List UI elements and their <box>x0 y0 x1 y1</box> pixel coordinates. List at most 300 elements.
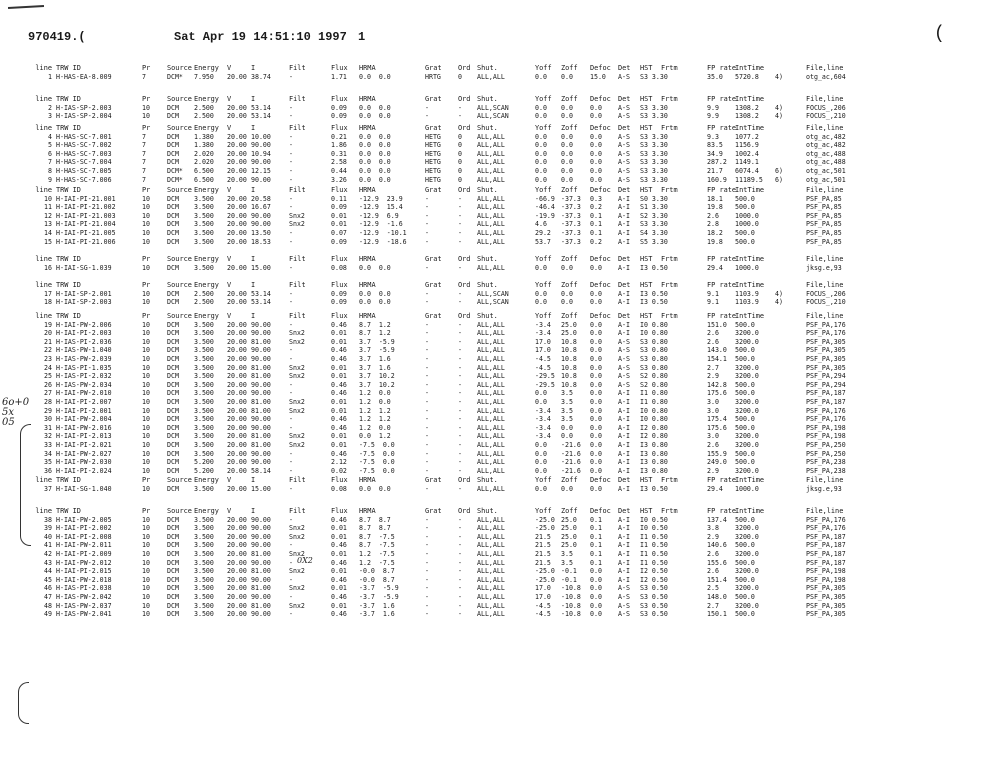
cell-order: - <box>458 237 462 246</box>
cell-hrma: 0.0 0.0 <box>359 149 391 158</box>
cell-detector: A-S <box>618 112 630 121</box>
cell-current: 90.00 <box>251 389 271 398</box>
cell-priority: 10 <box>142 389 150 398</box>
cell-filter: - <box>289 389 293 398</box>
cell-hst: S3 3.30 <box>640 175 668 184</box>
table-row <box>0 364 990 373</box>
cell-current: 15.00 <box>251 263 271 272</box>
cell-y-offset: -19.9 <box>535 211 555 220</box>
column-header: Frtm <box>661 476 678 484</box>
cell-flux: 0.01 <box>331 440 347 449</box>
column-header: Ord <box>458 281 471 289</box>
cell-flux: 0.46 <box>331 515 347 524</box>
cell-hrma: 1.2 0.0 <box>359 397 391 406</box>
cell-fp-rate: 175.6 <box>707 389 727 398</box>
cell-source: DCM <box>167 320 179 329</box>
cell-detector: A-S <box>618 149 630 158</box>
cell-file-line: PSF_PA,187 <box>806 532 846 541</box>
column-header: Shut. <box>477 281 498 289</box>
cell-energy: 2.500 <box>194 112 214 121</box>
cell-order: 0 <box>458 132 462 141</box>
cell-filter: - <box>289 72 293 81</box>
cell-z-offset: 3.5 <box>561 549 573 558</box>
cell-voltage: 20.00 <box>227 610 247 619</box>
cell-shutter: ALL,ALL <box>477 337 505 346</box>
cell-z-offset: 3.5 <box>561 397 573 406</box>
cell-order: - <box>458 103 462 112</box>
cell-line-number: 11 <box>44 203 52 212</box>
column-header: Frtm <box>661 95 678 103</box>
cell-voltage: 20.00 <box>227 415 247 424</box>
cell-filter: Snx2 <box>289 337 305 346</box>
column-header: IntTime <box>735 281 765 289</box>
page-number: 1 <box>358 30 366 44</box>
cell-y-offset: 0.0 <box>535 440 547 449</box>
table-row <box>0 176 990 185</box>
cell-y-offset: 17.0 <box>535 584 551 593</box>
table-row <box>0 533 990 542</box>
cell-hst: I0 0.80 <box>640 329 668 338</box>
cell-file-line: PSF_PA,238 <box>806 458 846 467</box>
table-row <box>0 133 990 142</box>
cell-flux: 0.46 <box>331 558 347 567</box>
column-header: Defoc <box>590 124 611 132</box>
cell-current: 81.00 <box>251 440 271 449</box>
cell-line-number: 29 <box>44 406 52 415</box>
table-row <box>0 559 990 568</box>
cell-grating: HETG <box>425 175 441 184</box>
column-header: Pr <box>142 255 151 263</box>
cell-defocus: 0.0 <box>590 575 602 584</box>
cell-z-offset: 3.5 <box>561 389 573 398</box>
cell-filter: - <box>289 132 293 141</box>
cell-source: DCM <box>167 484 179 493</box>
column-header: Flux <box>331 95 348 103</box>
corner-pen-mark <box>8 5 44 9</box>
cell-flux: 0.46 <box>331 380 347 389</box>
cell-y-offset: 0.0 <box>535 132 547 141</box>
column-header: Zoff <box>561 64 578 72</box>
cell-fp-rate: 34.9 <box>707 149 723 158</box>
cell-line-number: 2 <box>48 103 52 112</box>
cell-detector: A-S <box>618 592 630 601</box>
column-header: HRMA <box>359 95 376 103</box>
cell-shutter: ALL,ALL <box>477 228 505 237</box>
cell-source: DCM <box>167 298 179 307</box>
table-row <box>0 593 990 602</box>
cell-z-offset: 0.0 <box>561 141 573 150</box>
cell-line-number: 25 <box>44 372 52 381</box>
cell-file-line: PSF_PA,187 <box>806 389 846 398</box>
cell-energy: 3.500 <box>194 432 214 441</box>
cell-energy: 1.380 <box>194 141 214 150</box>
cell-fp-rate: 18.1 <box>707 194 723 203</box>
cell-priority: 7 <box>142 72 146 81</box>
cell-fp-rate: 83.5 <box>707 141 723 150</box>
column-header: Ord <box>458 312 471 320</box>
cell-line-number: 31 <box>44 423 52 432</box>
cell-energy: 3.500 <box>194 415 214 424</box>
column-header: Flux <box>331 312 348 320</box>
cell-order: - <box>458 567 462 576</box>
cell-filter: - <box>289 103 293 112</box>
cell-current: 20.58 <box>251 194 271 203</box>
cell-grating: - <box>425 203 429 212</box>
column-header: Ord <box>458 507 471 515</box>
cell-shutter: ALL,SCAN <box>477 289 509 298</box>
cell-source: DCM <box>167 575 179 584</box>
column-header: Defoc <box>590 281 611 289</box>
cell-priority: 10 <box>142 298 150 307</box>
cell-line-number: 26 <box>44 380 52 389</box>
cell-z-offset: -0.1 <box>561 567 577 576</box>
cell-source: DCM <box>167 363 179 372</box>
cell-hst: S3 0.80 <box>640 363 668 372</box>
cell-filter: - <box>289 541 293 550</box>
cell-energy: 3.500 <box>194 380 214 389</box>
cell-file-line: PSF_PA,305 <box>806 584 846 593</box>
cell-file-line: PSF_PA,85 <box>806 237 842 246</box>
table-row <box>0 424 990 433</box>
column-header: FP rate <box>707 281 737 289</box>
cell-current: 53.14 <box>251 112 271 121</box>
cell-hst: I0 0.50 <box>640 524 668 533</box>
cell-y-offset: -4.5 <box>535 354 551 363</box>
cell-defocus: 0.0 <box>590 337 602 346</box>
cell-file-line: jksg.e,93 <box>806 263 842 272</box>
cell-hrma: 8.7 1.2 <box>359 320 391 329</box>
cell-defocus: 0.0 <box>590 141 602 150</box>
cell-trw-id: H-IAI-PI-21.006 <box>56 237 116 246</box>
print-timestamp: Sat Apr 19 14:51:10 1997 <box>174 30 347 44</box>
cell-source: DCM <box>167 592 179 601</box>
cell-flux: 1.86 <box>331 141 347 150</box>
cell-trw-id: H-IAI-PW-2.012 <box>56 558 112 567</box>
cell-hst: S3 3.30 <box>640 103 668 112</box>
column-header: Frtm <box>661 312 678 320</box>
cell-current: 81.00 <box>251 601 271 610</box>
column-header: Flux <box>331 255 348 263</box>
cell-defocus: 0.0 <box>590 346 602 355</box>
cell-fp-rate: 154.1 <box>707 354 727 363</box>
cell-grating: - <box>425 103 429 112</box>
cell-voltage: 20.00 <box>227 389 247 398</box>
cell-line-number: 17 <box>44 289 52 298</box>
cell-fp-rate: 140.6 <box>707 541 727 550</box>
column-header: I <box>251 281 256 289</box>
cell-defocus: 0.0 <box>590 329 602 338</box>
table-row <box>0 372 990 381</box>
cell-voltage: 20.00 <box>227 541 247 550</box>
cell-current: 81.00 <box>251 549 271 558</box>
cell-priority: 10 <box>142 449 150 458</box>
cell-trw-id: H-IAI-PW-2.016 <box>56 423 112 432</box>
cell-current: 90.00 <box>251 558 271 567</box>
column-header: line <box>35 255 52 263</box>
cell-detector: A-I <box>618 406 630 415</box>
cell-fp-rate: 2.6 <box>707 329 719 338</box>
column-header: Yoff <box>535 186 552 194</box>
cell-defocus: 0.0 <box>590 289 602 298</box>
cell-voltage: 20.00 <box>227 72 247 81</box>
cell-hrma: 0.0 0.0 <box>359 103 391 112</box>
cell-shutter: ALL,ALL <box>477 175 505 184</box>
cell-energy: 3.500 <box>194 346 214 355</box>
cell-order: - <box>458 440 462 449</box>
cell-voltage: 20.00 <box>227 263 247 272</box>
cell-filter: - <box>289 449 293 458</box>
cell-z-offset: 0.0 <box>561 103 573 112</box>
column-header: File,line <box>806 476 844 484</box>
cell-energy: 3.500 <box>194 532 214 541</box>
cell-detector: A-I <box>618 220 630 229</box>
cell-current: 90.00 <box>251 415 271 424</box>
cell-filter: - <box>289 149 293 158</box>
cell-grating: - <box>425 112 429 121</box>
handwritten-left-notes <box>2 398 29 428</box>
cell-detector: A-I <box>618 484 630 493</box>
cell-defocus: 0.1 <box>590 549 602 558</box>
cell-int-time: 500.0 <box>735 194 755 203</box>
cell-priority: 10 <box>142 466 150 475</box>
cell-int-time: 500.0 <box>735 423 755 432</box>
cell-order: - <box>458 372 462 381</box>
column-header: Pr <box>142 281 151 289</box>
cell-y-offset: -3.4 <box>535 415 551 424</box>
column-header: Grat <box>425 312 442 320</box>
cell-int-time: 3200.0 <box>735 466 759 475</box>
cell-filter: - <box>289 194 293 203</box>
cell-int-time: 3200.0 <box>735 584 759 593</box>
cell-voltage: 20.00 <box>227 237 247 246</box>
column-header: Yoff <box>535 64 552 72</box>
cell-line-number: 27 <box>44 389 52 398</box>
cell-voltage: 20.00 <box>227 592 247 601</box>
cell-order: - <box>458 610 462 619</box>
cell-z-offset: 25.0 <box>561 541 577 550</box>
cell-z-offset: 0.0 <box>561 263 573 272</box>
table-row <box>0 602 990 611</box>
column-header: TRW ID <box>56 281 81 289</box>
cell-int-time: 3200.0 <box>735 549 759 558</box>
cell-file-line: FOCUS_,206 <box>806 103 846 112</box>
cell-hst: S2 0.80 <box>640 372 668 381</box>
cell-flux: 0.46 <box>331 415 347 424</box>
cell-file-line: FOCUS_,206 <box>806 289 846 298</box>
column-header: Pr <box>142 476 151 484</box>
cell-hrma: -7.5 0.0 <box>359 466 395 475</box>
handwritten-bracket <box>20 424 31 546</box>
cell-flux: 0.09 <box>331 103 347 112</box>
cell-line-number: 9 <box>48 175 52 184</box>
cell-file-line: PSF_PA,250 <box>806 440 846 449</box>
cell-shutter: ALL,ALL <box>477 363 505 372</box>
cell-defocus: 0.2 <box>590 203 602 212</box>
cell-defocus: 0.0 <box>590 449 602 458</box>
cell-defocus: 0.0 <box>590 175 602 184</box>
column-header: Shut. <box>477 255 498 263</box>
table-row <box>0 415 990 424</box>
cell-detector: A-I <box>618 397 630 406</box>
cell-priority: 10 <box>142 337 150 346</box>
cell-y-offset: 0.0 <box>535 397 547 406</box>
cell-flux: 0.01 <box>331 549 347 558</box>
cell-line-number: 32 <box>44 432 52 441</box>
column-header: Defoc <box>590 255 611 263</box>
cell-source: DCM <box>167 346 179 355</box>
cell-shutter: ALL,ALL <box>477 354 505 363</box>
cell-shutter: ALL,ALL <box>477 72 505 81</box>
cell-grating: - <box>425 320 429 329</box>
column-header: HRMA <box>359 476 376 484</box>
cell-file-line: otg_ac,501 <box>806 166 846 175</box>
cell-fp-rate: 3.0 <box>707 406 719 415</box>
cell-line-number: 41 <box>44 541 52 550</box>
cell-flux: 0.01 <box>331 211 347 220</box>
cell-int-time: 1000.0 <box>735 220 759 229</box>
cell-grating: - <box>425 220 429 229</box>
cell-grating: - <box>425 228 429 237</box>
cell-fp-rate: 2.6 <box>707 549 719 558</box>
column-header: FP rate <box>707 476 737 484</box>
cell-detector: A-I <box>618 458 630 467</box>
cell-z-offset: -37.3 <box>561 194 581 203</box>
cell-int-time: 500.0 <box>735 515 755 524</box>
table-row <box>0 346 990 355</box>
cell-int-time: 3200.0 <box>735 567 759 576</box>
cell-grating: - <box>425 484 429 493</box>
column-header: Pr <box>142 95 151 103</box>
cell-line-number: 8 <box>48 166 52 175</box>
cell-z-offset: 0.0 <box>561 484 573 493</box>
column-header: Yoff <box>535 476 552 484</box>
cell-grating: HETG <box>425 158 441 167</box>
cell-y-offset: 29.2 <box>535 228 551 237</box>
cell-z-offset: 3.5 <box>561 406 573 415</box>
cell-detector: A-S <box>618 372 630 381</box>
cell-energy: 3.500 <box>194 372 214 381</box>
column-header: I <box>251 312 256 320</box>
cell-defocus: 0.0 <box>590 610 602 619</box>
cell-order: 0 <box>458 72 462 81</box>
cell-priority: 10 <box>142 515 150 524</box>
cell-source: DCM <box>167 211 179 220</box>
cell-int-time: 1308.2 <box>735 112 759 121</box>
cell-current: 53.14 <box>251 298 271 307</box>
cell-voltage: 20.00 <box>227 194 247 203</box>
column-header: HST <box>640 186 653 194</box>
cell-hrma: -3.7 1.6 <box>359 610 395 619</box>
cell-flux: 1.71 <box>331 72 347 81</box>
column-header: Shut. <box>477 476 498 484</box>
cell-hst: I2 0.80 <box>640 432 668 441</box>
column-header: HST <box>640 255 653 263</box>
cell-voltage: 20.00 <box>227 320 247 329</box>
cell-hrma: 1.2 -7.5 <box>359 558 395 567</box>
cell-energy: 3.500 <box>194 237 214 246</box>
cell-current: 90.00 <box>251 449 271 458</box>
cell-defocus: 0.0 <box>590 415 602 424</box>
cell-int-time: 3200.0 <box>735 532 759 541</box>
cell-priority: 7 <box>142 149 146 158</box>
cell-energy: 2.500 <box>194 289 214 298</box>
column-header: Zoff <box>561 476 578 484</box>
cell-defocus: 0.0 <box>590 432 602 441</box>
cell-defocus: 0.0 <box>590 592 602 601</box>
cell-file-line: PSF_PA,305 <box>806 601 846 610</box>
cell-order: - <box>458 558 462 567</box>
cell-shutter: ALL,ALL <box>477 466 505 475</box>
cell-fp-rate: 9.3 <box>707 132 719 141</box>
cell-filter: - <box>289 346 293 355</box>
column-header: HRMA <box>359 124 376 132</box>
cell-fp-rate: 2.7 <box>707 363 719 372</box>
cell-order: - <box>458 337 462 346</box>
cell-priority: 7 <box>142 132 146 141</box>
cell-trw-id: H-IAI-SG-1.039 <box>56 263 112 272</box>
cell-energy: 5.200 <box>194 458 214 467</box>
cell-hst: I0 0.50 <box>640 515 668 524</box>
cell-y-offset: 21.5 <box>535 532 551 541</box>
cell-trw-id: H-IAI-PW-2.030 <box>56 458 112 467</box>
cell-hrma: 3.7 10.2 <box>359 372 395 381</box>
cell-defocus: 0.1 <box>590 541 602 550</box>
cell-hst: S3 0.50 <box>640 610 668 619</box>
cell-z-offset: -21.6 <box>561 440 581 449</box>
cell-fp-rate: 35.0 <box>707 72 723 81</box>
cell-int-time: 5720.8 <box>735 72 759 81</box>
cell-trw-id: H-IAI-PI-21.004 <box>56 220 116 229</box>
cell-voltage: 20.00 <box>227 354 247 363</box>
cell-hrma: 8.7 1.2 <box>359 329 391 338</box>
cell-hst: I0 0.80 <box>640 415 668 424</box>
cell-current: 81.00 <box>251 567 271 576</box>
cell-defocus: 15.0 <box>590 72 606 81</box>
table-row <box>0 441 990 450</box>
cell-detector: A-I <box>618 194 630 203</box>
cell-detector: A-I <box>618 524 630 533</box>
cell-current: 81.00 <box>251 363 271 372</box>
cell-voltage: 20.00 <box>227 532 247 541</box>
column-header: Source <box>167 186 192 194</box>
cell-z-offset: -10.8 <box>561 601 581 610</box>
cell-hrma: 3.7 -5.9 <box>359 337 395 346</box>
cell-defocus: 0.0 <box>590 440 602 449</box>
cell-fp-rate: 3.8 <box>707 524 719 533</box>
cell-energy: 3.500 <box>194 194 214 203</box>
cell-hrma: 0.0 0.0 <box>359 263 391 272</box>
cell-y-offset: -25.0 <box>535 567 555 576</box>
table-block <box>0 186 990 246</box>
cell-grating: HETG <box>425 166 441 175</box>
column-header: HST <box>640 507 653 515</box>
cell-fp-rate: 175.4 <box>707 415 727 424</box>
column-header: Flux <box>331 186 348 194</box>
cell-line-number: 22 <box>44 346 52 355</box>
cell-voltage: 20.00 <box>227 220 247 229</box>
cell-fp-rate: 175.6 <box>707 423 727 432</box>
cell-voltage: 20.00 <box>227 346 247 355</box>
cell-shutter: ALL,ALL <box>477 515 505 524</box>
cell-trw-id: H-IAS-PW-2.037 <box>56 601 112 610</box>
cell-priority: 10 <box>142 372 150 381</box>
cell-y-offset: 17.0 <box>535 346 551 355</box>
cell-defocus: 0.1 <box>590 558 602 567</box>
cell-fp-rate: 160.9 <box>707 175 727 184</box>
cell-int-time: 500.0 <box>735 346 755 355</box>
column-header: Det <box>618 312 631 320</box>
cell-detector: A-I <box>618 541 630 550</box>
